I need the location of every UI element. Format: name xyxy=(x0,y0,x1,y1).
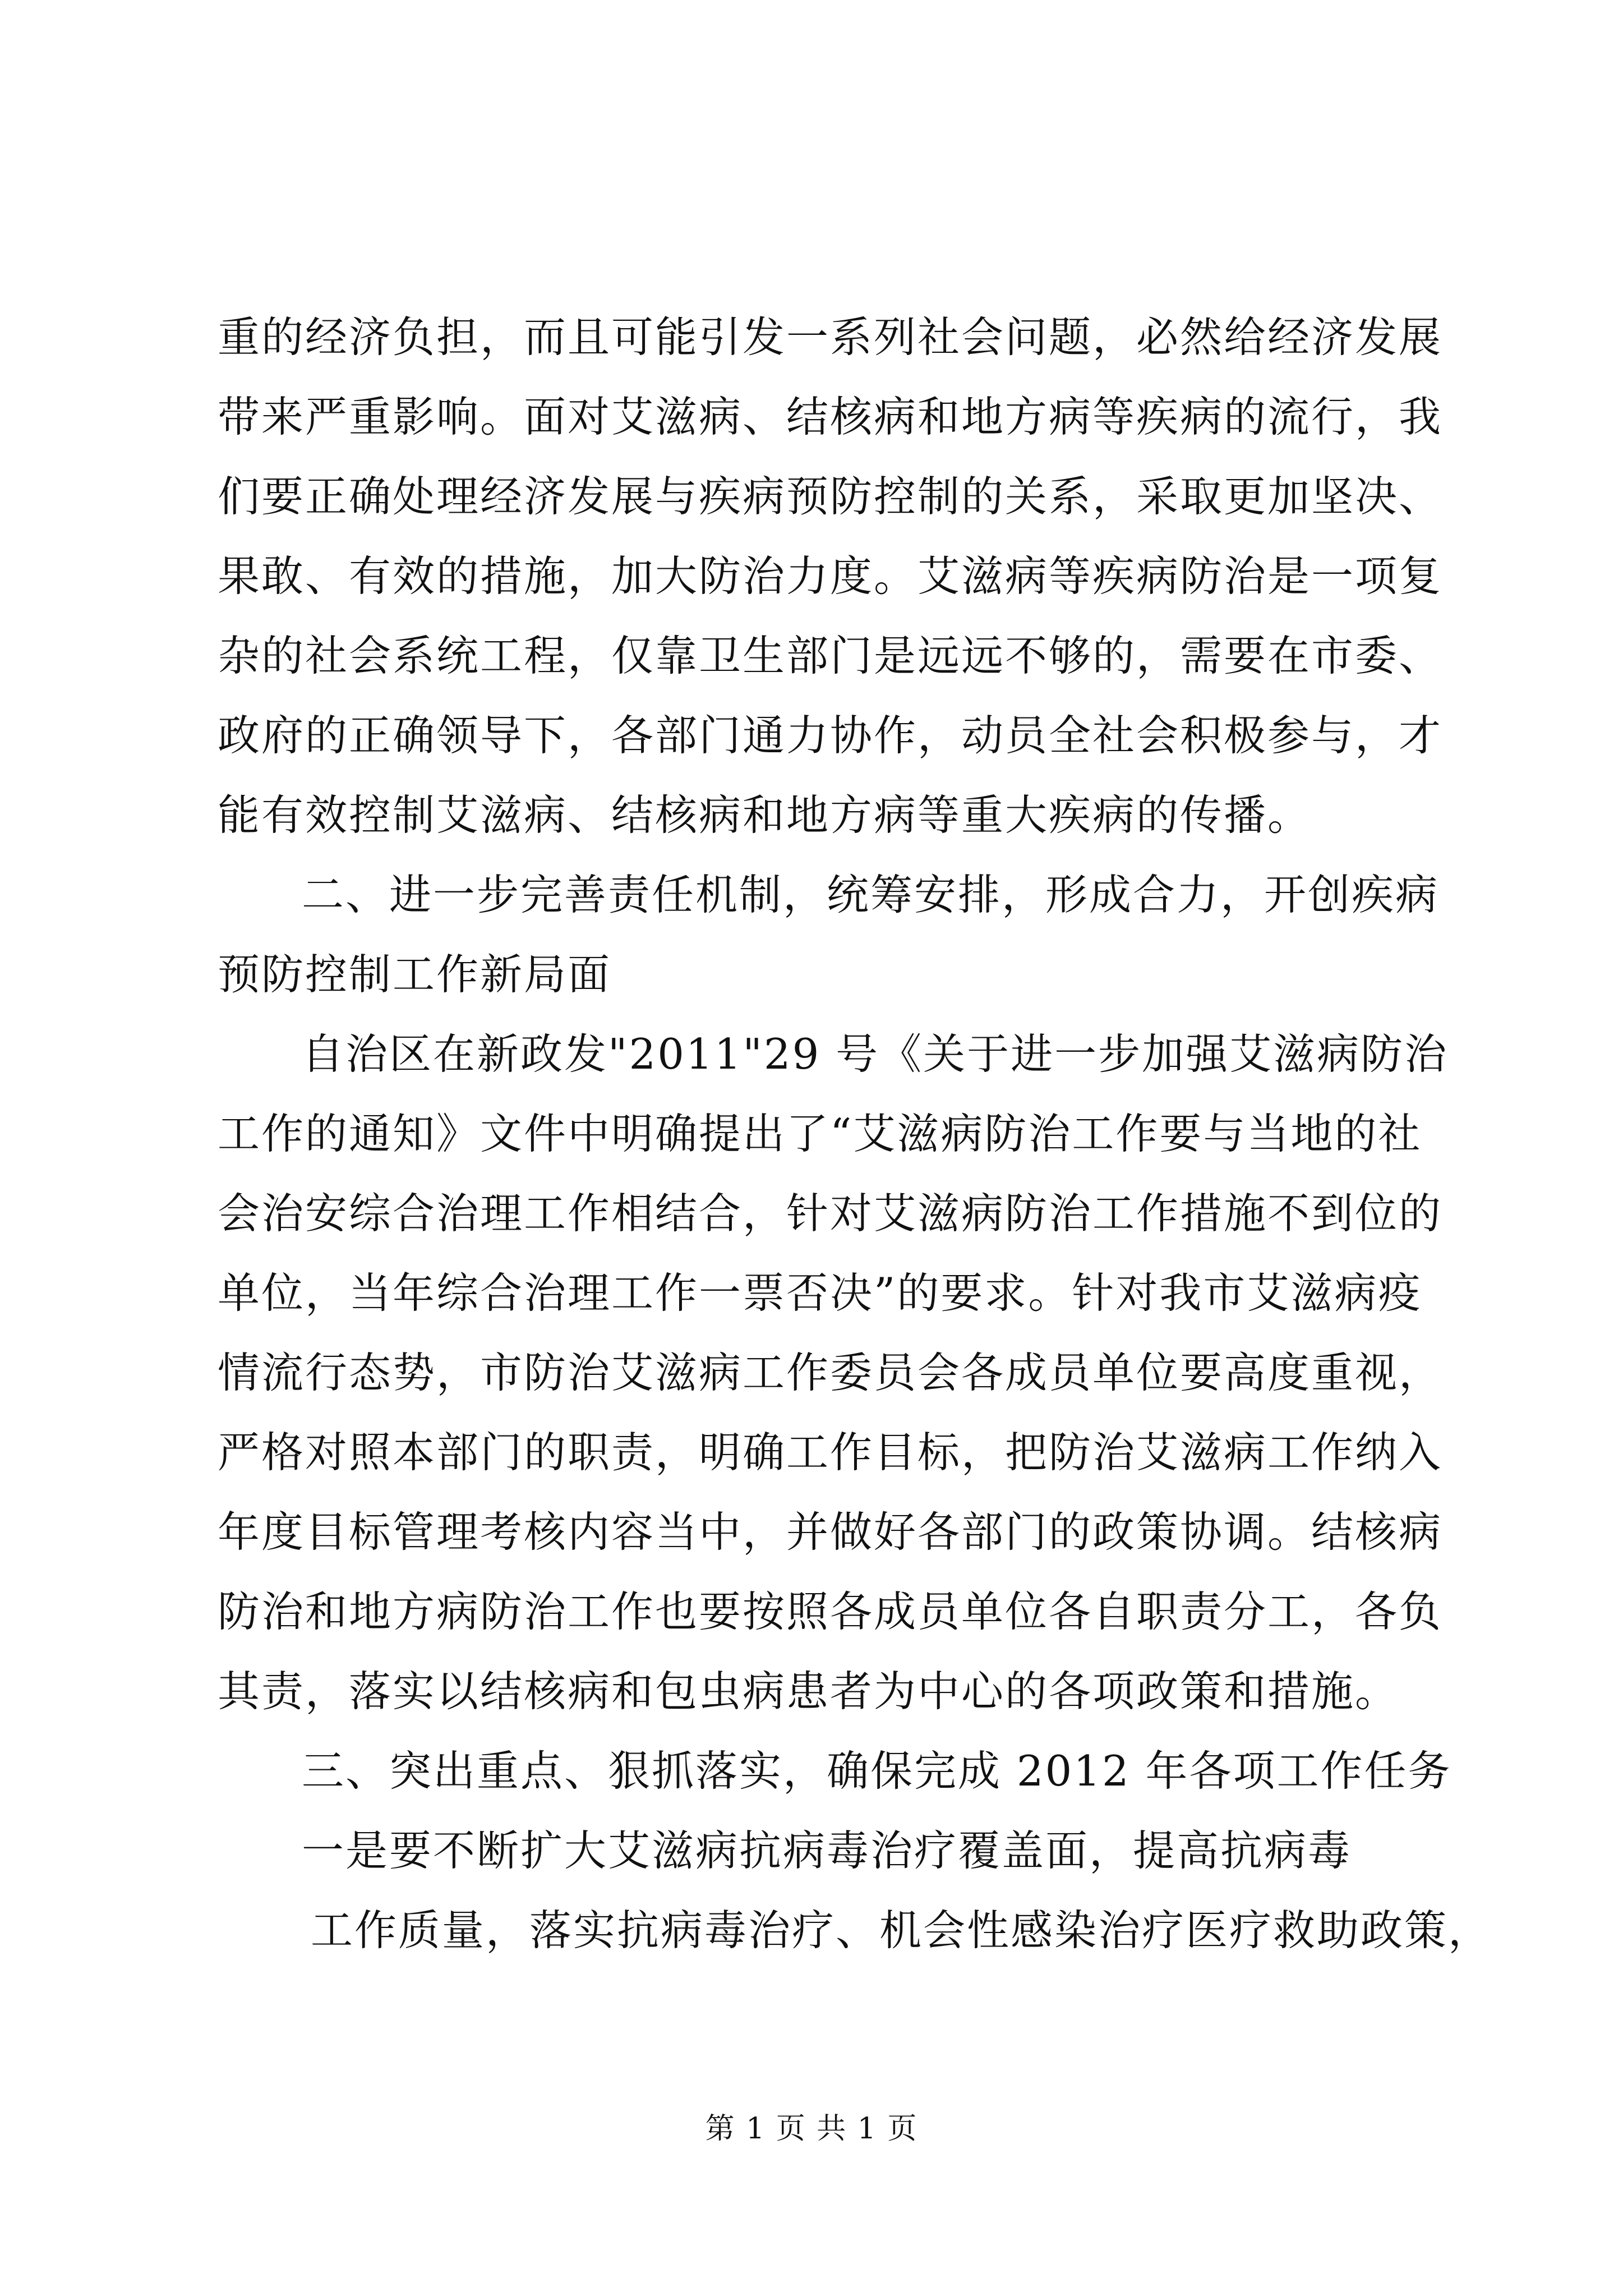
text-line: 带来严重影响。面对艾滋病、结核病和地方病等疾病的流行，我 xyxy=(218,392,1443,441)
section-heading-2-cont: 预防控制工作新局面 xyxy=(218,950,612,999)
paragraph-start: 一是要不断扩大艾滋病抗病毒治疗覆盖面，提高抗病毒 xyxy=(302,1826,1352,1875)
text-line: 严格对照本部门的职责，明确工作目标，把防治艾滋病工作纳入 xyxy=(218,1428,1443,1477)
text-line: 工作的通知》文件中明确提出了“艾滋病防治工作要与当地的社 xyxy=(218,1109,1422,1158)
text-line: 杂的社会系统工程，仅靠卫生部门是远远不够的，需要在市委、 xyxy=(218,631,1443,680)
text-line: 其责，落实以结核病和包虫病患者为中心的各项政策和措施。 xyxy=(218,1667,1399,1716)
page-footer: 第 1 页 共 1 页 xyxy=(705,2112,918,2146)
section-heading-3: 三、突出重点、狠抓落实，确保完成 2012 年各项工作任务 xyxy=(302,1746,1452,1796)
text-line: 情流行态势，市防治艾滋病工作委员会各成员单位要高度重视， xyxy=(218,1348,1443,1397)
text-line: 们要正确处理经济发展与疾病预防控制的关系，采取更加坚决、 xyxy=(218,472,1443,521)
text-line: 政府的正确领导下，各部门通力协作，动员全社会积极参与，才 xyxy=(218,711,1443,760)
paragraph-start: 自治区在新政发"2011"29 号《关于进一步加强艾滋病防治 xyxy=(302,1029,1449,1079)
text-line: 会治安综合治理工作相结合，针对艾滋病防治工作措施不到位的 xyxy=(218,1189,1443,1238)
text-line: 能有效控制艾滋病、结核病和地方病等重大疾病的传播。 xyxy=(218,790,1312,840)
document-body xyxy=(218,297,1492,1970)
text-line: 单位，当年综合治理工作一票否决”的要求。针对我市艾滋病疫 xyxy=(218,1268,1422,1318)
text-line: 防治和地方病防治工作也要按照各成员单位各自职责分工，各负 xyxy=(218,1587,1443,1636)
text-line: 重的经济负担，而且可能引发一系列社会问题，必然给经济发展 xyxy=(218,312,1443,362)
text-line: 年度目标管理考核内容当中，并做好各部门的政策协调。结核病 xyxy=(218,1507,1443,1557)
text-line: 果敢、有效的措施，加大防治力度。艾滋病等疾病防治是一项复 xyxy=(218,551,1443,601)
text-line: 工作质量，落实抗病毒治疗、机会性感染治疗医疗救助政策， xyxy=(311,1906,1492,1955)
section-heading-2: 二、进一步完善责任机制，统筹安排，形成合力，开创疾病 xyxy=(302,870,1440,919)
